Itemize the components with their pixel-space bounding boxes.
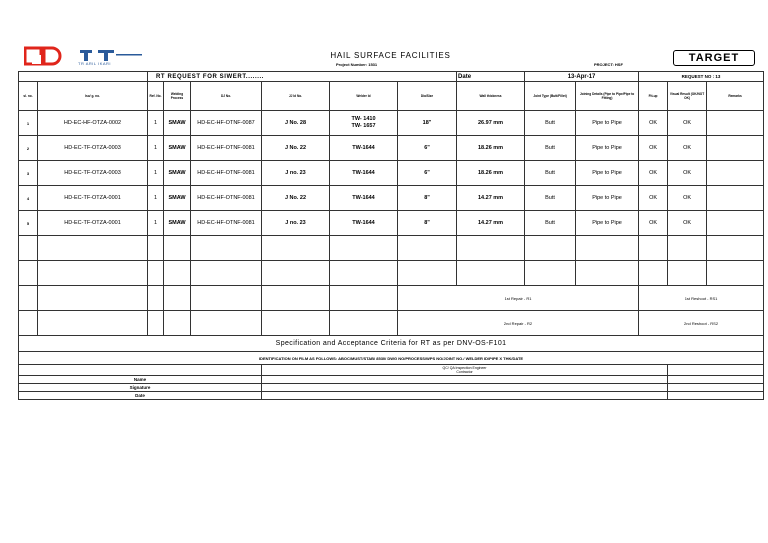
ti-logo-label: TR ARIL IKARI xyxy=(78,61,112,66)
col-iso-no: Iso/ g. no. xyxy=(38,82,148,111)
sheet-header xyxy=(18,47,763,71)
table-row: 5 HD-EC-TF-OTZA-0001 1 SMAW HD-EC-HF-OTNF-0081 J no. 23 TW-1644 8" 14.27 mm Butt Pipe to Pipe OK OK xyxy=(19,211,764,236)
col-dia: Dia/Size xyxy=(398,82,457,111)
table-row: 1 HD-EC-HF-OTZA-0002 1 SMAW HD-EC-HF-OTNF-0087 J No. 28 TW- 1410 TW- 1657 18" 26.97 mm Butt Pipe to Pipe OK OK xyxy=(19,111,764,136)
request-title: RT REQUEST FOR SIWERT........ xyxy=(148,72,457,82)
repair-row-1 xyxy=(19,286,764,311)
date-value: 13-Apr-17 xyxy=(525,72,639,82)
signoff-signature-label: Signature xyxy=(19,384,262,392)
col-visual-result: Visual Result (OK/NOT OK) xyxy=(668,82,707,111)
column-header-row xyxy=(19,82,764,111)
empty-row xyxy=(19,261,764,286)
date-label: Date xyxy=(457,72,525,82)
first-reshoot-label: 1st Reshoot - RS1 xyxy=(639,286,764,311)
signoff-column-head: QC/ QA Inspection Engineer Contractor xyxy=(262,365,668,376)
signoff-date-label: Date xyxy=(19,392,262,400)
project-code: PROJECT: HSF xyxy=(594,62,623,67)
second-repair-label: 2nd Repair - R2 xyxy=(398,311,639,336)
rt-request-sheet xyxy=(18,47,763,400)
page-title: HAIL SURFACE FACILITIES xyxy=(330,51,451,60)
col-joint-no: JJ ld No. xyxy=(262,82,330,111)
col-dj-no: DJ No. xyxy=(191,82,262,111)
col-ref-no: Ref. No. xyxy=(148,82,164,111)
table-row: 3 HD-EC-TF-OTZA-0003 1 SMAW HD-EC-HF-OTNF-0081 J no. 23 TW-1644 6" 18.26 mm Butt Pipe to Pipe OK OK xyxy=(19,161,764,186)
identification-row xyxy=(19,352,764,365)
repair-row-2 xyxy=(19,311,764,336)
rt-request-table xyxy=(18,71,764,400)
signoff-row xyxy=(19,384,764,392)
signoff-row xyxy=(19,376,764,384)
empty-row xyxy=(19,236,764,261)
table-row: 2 HD-EC-TF-OTZA-0003 1 SMAW HD-EC-HF-OTNF-0081 J No. 22 TW-1644 6" 18.26 mm Butt Pipe to Pipe OK OK xyxy=(19,136,764,161)
first-repair-label: 1st Repair - R1 xyxy=(398,286,639,311)
col-process: Welding Process xyxy=(164,82,191,111)
signoff-name-label: Name xyxy=(19,376,262,384)
col-joining-details: Joining Details (Pipe to Pipe/Pipe to Fitting) xyxy=(576,82,639,111)
project-number: Project Number: 1531 xyxy=(336,62,378,67)
target-logo: TARGET xyxy=(673,50,755,66)
col-remarks: Remarks xyxy=(707,82,764,111)
col-welder-id: Welder Id xyxy=(330,82,398,111)
film-identification: IDENTIFICATION ON FILM AS FOLLOWS: ABOC/MUST/STAB/ 8530/ DWG NO/PROCESS/WPS NO/JOINT NO./ WELDER ID/PIPE X THK/DATE xyxy=(19,352,764,365)
signoff-row xyxy=(19,392,764,400)
col-joint-type: Joint Type (Butt/Fillet) xyxy=(525,82,576,111)
col-wall-thickness: Wall thickness xyxy=(457,82,525,111)
second-reshoot-label: 2nd Reshoot - RS2 xyxy=(639,311,764,336)
info-row xyxy=(19,72,764,82)
col-sl-no: sl. no. xyxy=(19,82,38,111)
col-fit-up: Fit-up xyxy=(639,82,668,111)
signoff-header-row xyxy=(19,365,764,376)
table-row: 4 HD-EC-TF-OTZA-0001 1 SMAW HD-EC-HF-OTNF-0081 J No. 22 TW-1644 8" 14.27 mm Butt Pipe to Pipe OK OK xyxy=(19,186,764,211)
acceptance-criteria: Specification and Acceptance Criteria for RT as per DNV-OS-F101 xyxy=(19,336,764,352)
request-number: REQUEST NO : 13 xyxy=(639,72,764,82)
spec-row xyxy=(19,336,764,352)
